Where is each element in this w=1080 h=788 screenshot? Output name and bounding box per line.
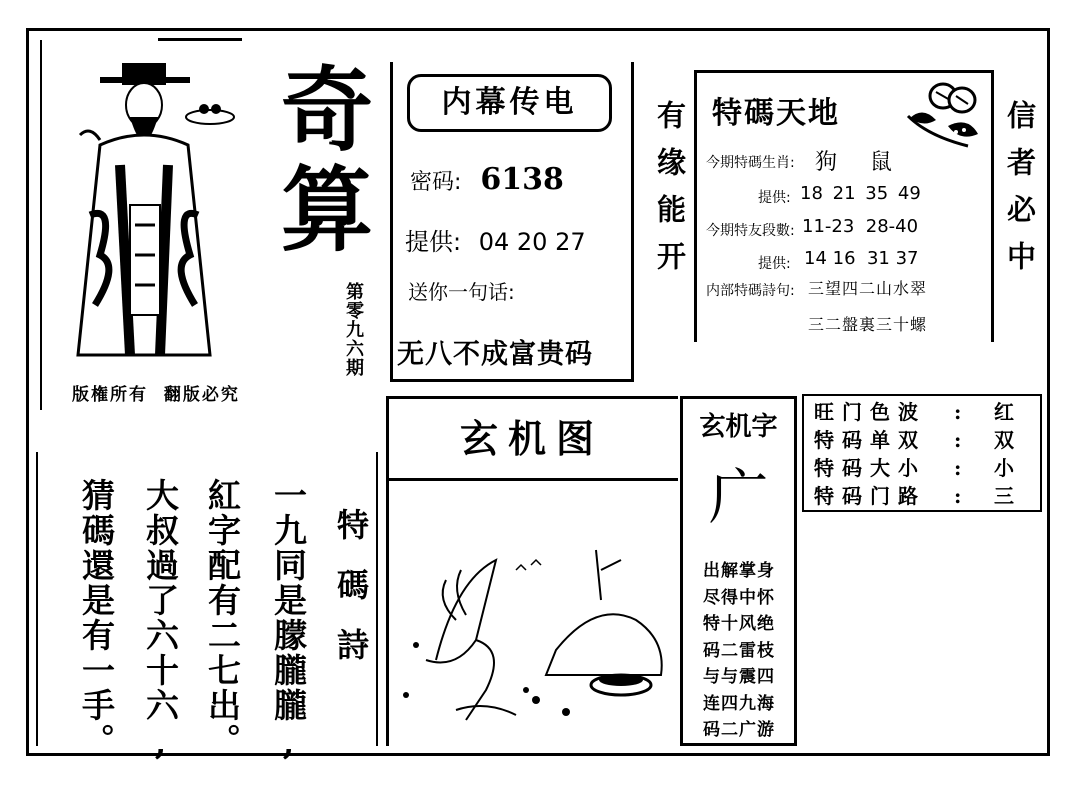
provide1-values: 18 21 35 49 bbox=[800, 183, 921, 204]
attribute-row: 特码门路 : 三 bbox=[814, 484, 1014, 508]
xuanjizi-line: 码二雷枝 bbox=[703, 640, 775, 661]
xuanji-heading: 玄机图 bbox=[459, 416, 604, 461]
title-char-2: 算 bbox=[280, 156, 373, 264]
attribute-value: 双 bbox=[994, 428, 1014, 452]
copyright-text: 版権所有 翻版必究 bbox=[72, 385, 240, 405]
xuanjizi-line: 尽得中怀 bbox=[703, 587, 775, 608]
xuanjizi-line: 出解掌身 bbox=[703, 561, 775, 581]
xuanjizi-line: 与与震四 bbox=[703, 667, 775, 687]
saying-text: 无八不成富贵码 bbox=[397, 339, 593, 370]
left-rule bbox=[40, 40, 42, 410]
attribute-row: 特码大小 : 小 bbox=[814, 456, 1014, 480]
temazone-heading: 特碼天地 bbox=[712, 96, 840, 131]
attribute-label: 旺门色波 bbox=[814, 400, 926, 424]
neimu-heading: 内幕传电 bbox=[407, 74, 612, 132]
password-value: 6138 bbox=[480, 162, 564, 197]
tema-poem-column: 一九同是朦朧朧, bbox=[269, 478, 308, 764]
tema-poem-column: 大叔過了六十六, bbox=[141, 478, 180, 764]
saying-label: 送你一句话: bbox=[408, 280, 515, 304]
issue-label: 第零九六期 bbox=[343, 282, 364, 377]
attribute-label: 特码单双 bbox=[814, 428, 926, 452]
password-label: 密码: bbox=[410, 170, 462, 195]
attribute-row: 特码单双 : 双 bbox=[814, 428, 1014, 452]
xuanjizi-char: 广 bbox=[708, 463, 769, 533]
xuanjizi-lines bbox=[684, 558, 794, 744]
xuanjizi-line: 码二广游 bbox=[703, 720, 775, 740]
crane-scene-icon bbox=[396, 540, 676, 740]
segment-label: 今期特友段數: bbox=[706, 223, 795, 239]
xinzhe-text: 信者必中 bbox=[1003, 100, 1037, 288]
attribute-value: 小 bbox=[994, 456, 1014, 480]
provide2-label: 提供: bbox=[758, 256, 791, 272]
attribute-label: 特码门路 bbox=[814, 484, 926, 508]
attributes-list bbox=[814, 398, 1038, 510]
xuanjizi-line: 特十风绝 bbox=[703, 614, 775, 634]
provide-row bbox=[405, 222, 586, 257]
provide2-values: 14 16 31 37 bbox=[804, 248, 919, 269]
provide1-label: 提供: bbox=[758, 190, 791, 206]
xuanjizi-line: 连四九海 bbox=[703, 693, 775, 714]
poem-label: 内部特碼詩句: bbox=[706, 283, 795, 299]
title-char-1: 奇 bbox=[280, 56, 373, 164]
youyuan-text: 有缘能开 bbox=[653, 100, 687, 288]
attribute-value: 三 bbox=[994, 484, 1014, 508]
top-rule bbox=[158, 38, 242, 41]
segment-values: 11-23 28-40 bbox=[802, 216, 919, 237]
xuanjizi-heading: 玄机字 bbox=[699, 412, 778, 442]
provide-values: 04 20 27 bbox=[478, 228, 586, 256]
tema-poem-title: 特碼詩 bbox=[332, 508, 370, 688]
zodiac-label: 今期特碼生肖: bbox=[706, 155, 795, 171]
deity-figure-icon bbox=[60, 55, 240, 365]
zodiac-values: 狗 鼠 bbox=[815, 150, 895, 175]
attribute-row: 旺门色波 : 红 bbox=[814, 400, 1014, 424]
xuanji-divider bbox=[386, 478, 678, 481]
provide-label: 提供: bbox=[405, 228, 462, 256]
masthead-title bbox=[272, 56, 382, 264]
attribute-label: 特码大小 bbox=[814, 456, 926, 480]
password-row bbox=[410, 162, 564, 197]
fruit-branch-icon bbox=[898, 76, 982, 156]
tema-poem-column: 紅字配有二七出。 bbox=[203, 478, 242, 758]
poem-line-1: 三望四二山水翠 bbox=[808, 279, 928, 298]
attribute-value: 红 bbox=[994, 400, 1014, 424]
tema-poem-column: 猜碼還是有一手。 bbox=[77, 478, 116, 758]
poem-line-2: 三二盤裏三十螺 bbox=[808, 315, 928, 334]
